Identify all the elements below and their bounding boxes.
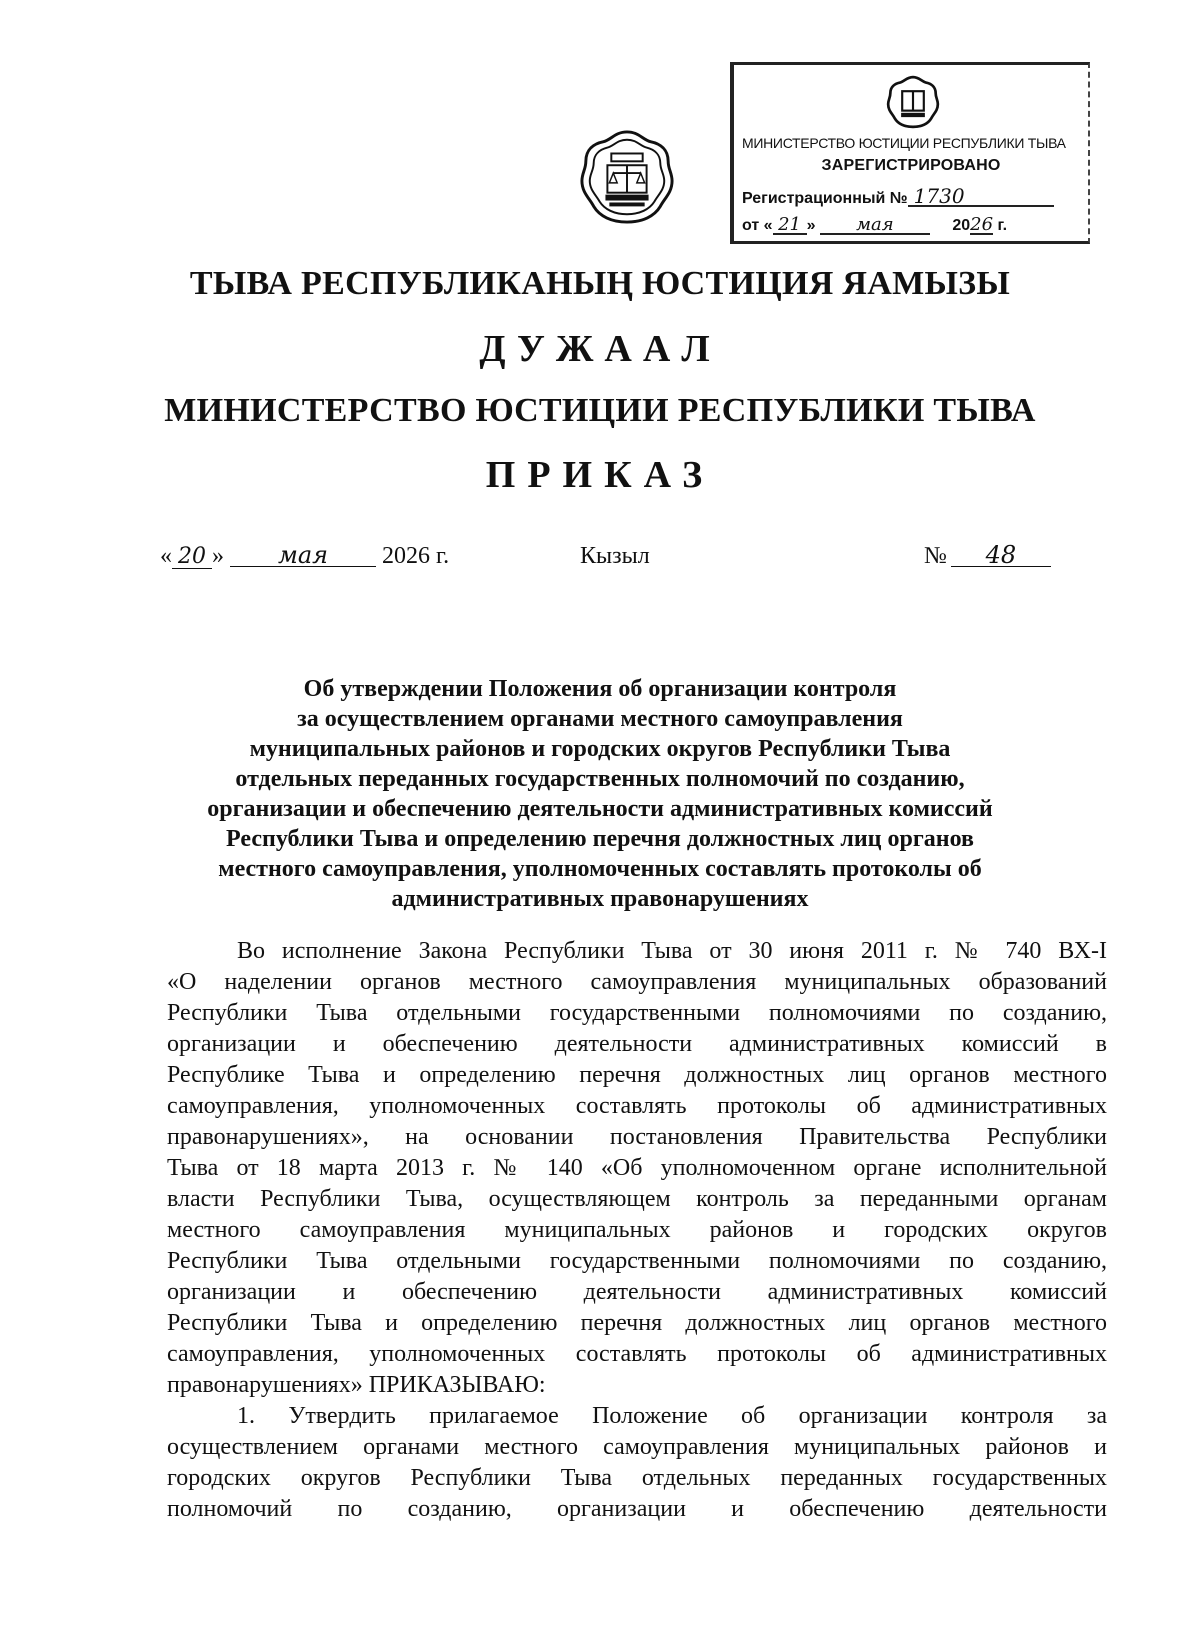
order-date (160, 543, 449, 570)
tyva-ministry-heading: ТЫВА РЕСПУБЛИКАНЫҢ ЮСТИЦИЯ ЯАМЫЗЫ (189, 265, 1011, 302)
stamp-reg-number: 1730 (908, 187, 1054, 207)
order-date-month: мая (230, 544, 376, 567)
title-line: за осуществлением органами местного самоуправления (297, 706, 903, 732)
body-line: власти Республики Тыва, осуществляющем контроль за переданными органам (167, 1186, 1107, 1212)
order-number (924, 543, 1051, 570)
body-line: местного самоуправления муниципальных районов и городских округов (167, 1217, 1107, 1243)
body-line: организации и обеспечению деятельности административных комиссий (167, 1279, 1107, 1305)
body-line: организации и обеспечению деятельности административных комиссий в (167, 1031, 1107, 1057)
body-line: полномочий по созданию, организации и обеспечению деятельности (167, 1496, 1107, 1522)
stamp-date-end: г. (997, 217, 1008, 234)
title-line: отдельных переданных государственных полномочий по созданию, (235, 766, 965, 792)
stamp-date-month: мая (820, 217, 930, 235)
body-line: самоуправления, уполномоченных составлять протоколы об административных (167, 1341, 1107, 1367)
body-line: Республике Тыва и определению перечня должностных лиц органов местного (167, 1062, 1107, 1088)
order-city: Кызыл (580, 543, 650, 569)
order-date-close-quote: » (212, 543, 224, 569)
stamp-date-mid: » (806, 217, 816, 234)
stamp-date-line (742, 214, 1008, 235)
title-line: Об утверждении Положения об организации контроля (303, 676, 897, 702)
stamp-date-day: 21 (773, 217, 807, 235)
order-date-open-quote: « (160, 543, 172, 569)
body-line: 1. Утвердить прилагаемое Положение об организации контроля за (237, 1403, 1107, 1429)
body-line: городских округов Республики Тыва отдельных переданных государственных (167, 1465, 1107, 1491)
title-line: Республики Тыва и определению перечня должностных лиц органов (226, 826, 974, 852)
stamp-emblem-icon (886, 75, 940, 129)
body-line: правонарушениях», на основании постановления Правительства Республики (167, 1124, 1107, 1150)
order-number-label: № (924, 543, 947, 569)
ministry-heading: МИНИСТЕРСТВО ЮСТИЦИИ РЕСПУБЛИКИ ТЫВА (164, 392, 1036, 429)
body-line: правонарушениях» ПРИКАЗЫВАЮ: (167, 1372, 546, 1398)
tyva-order-heading: ДУЖААЛ (479, 328, 721, 370)
order-body (167, 936, 1107, 1525)
body-line: «О наделении органов местного самоуправления муниципальных образований (167, 969, 1107, 995)
title-line: организации и обеспечению деятельности административных комиссий (207, 796, 993, 822)
registration-stamp (730, 62, 1090, 244)
order-heading: ПРИКАЗ (485, 454, 715, 496)
stamp-registration-line (742, 184, 1054, 208)
body-line: Республики Тыва отдельными государственными полномочиями по созданию, (167, 1248, 1107, 1274)
body-line: Республики Тыва отдельными государственными полномочиями по созданию, (167, 1000, 1107, 1026)
stamp-ministry-name: МИНИСТЕРСТВО ЮСТИЦИИ РЕСПУБЛИКИ ТЫВА (742, 135, 1066, 151)
order-number-value: 48 (951, 544, 1051, 567)
body-line: самоуправления, уполномоченных составлять протоколы об административных (167, 1093, 1107, 1119)
title-line: муниципальных районов и городских округов Республики Тыва (249, 736, 951, 762)
title-line: административных правонарушениях (391, 886, 809, 912)
order-date-year: 2026 г. (382, 543, 450, 569)
stamp-year-prefix: 20 (952, 217, 971, 234)
body-line: Республики Тыва и определению перечня должностных лиц органов местного (167, 1310, 1107, 1336)
body-line: осуществлением органами местного самоуправления муниципальных районов и (167, 1434, 1107, 1460)
order-title (150, 674, 1050, 914)
stamp-registered-label: ЗАРЕГИСТРИРОВАНО (821, 157, 1001, 174)
stamp-year-suffix: 26 (970, 214, 994, 235)
title-line: местного самоуправления, уполномоченных составлять протоколы об (218, 856, 982, 882)
body-line: Во исполнение Закона Республики Тыва от 30 июня 2011 г. № 740 ВХ-I (237, 938, 1107, 964)
republic-emblem-icon (578, 128, 676, 226)
body-line: Тыва от 18 марта 2013 г. № 140 «Об уполномоченном органе исполнительной (167, 1155, 1107, 1181)
stamp-reg-label: Регистрационный № (742, 190, 908, 207)
stamp-date-prefix: от « (742, 217, 773, 234)
order-date-day: 20 (172, 546, 212, 569)
